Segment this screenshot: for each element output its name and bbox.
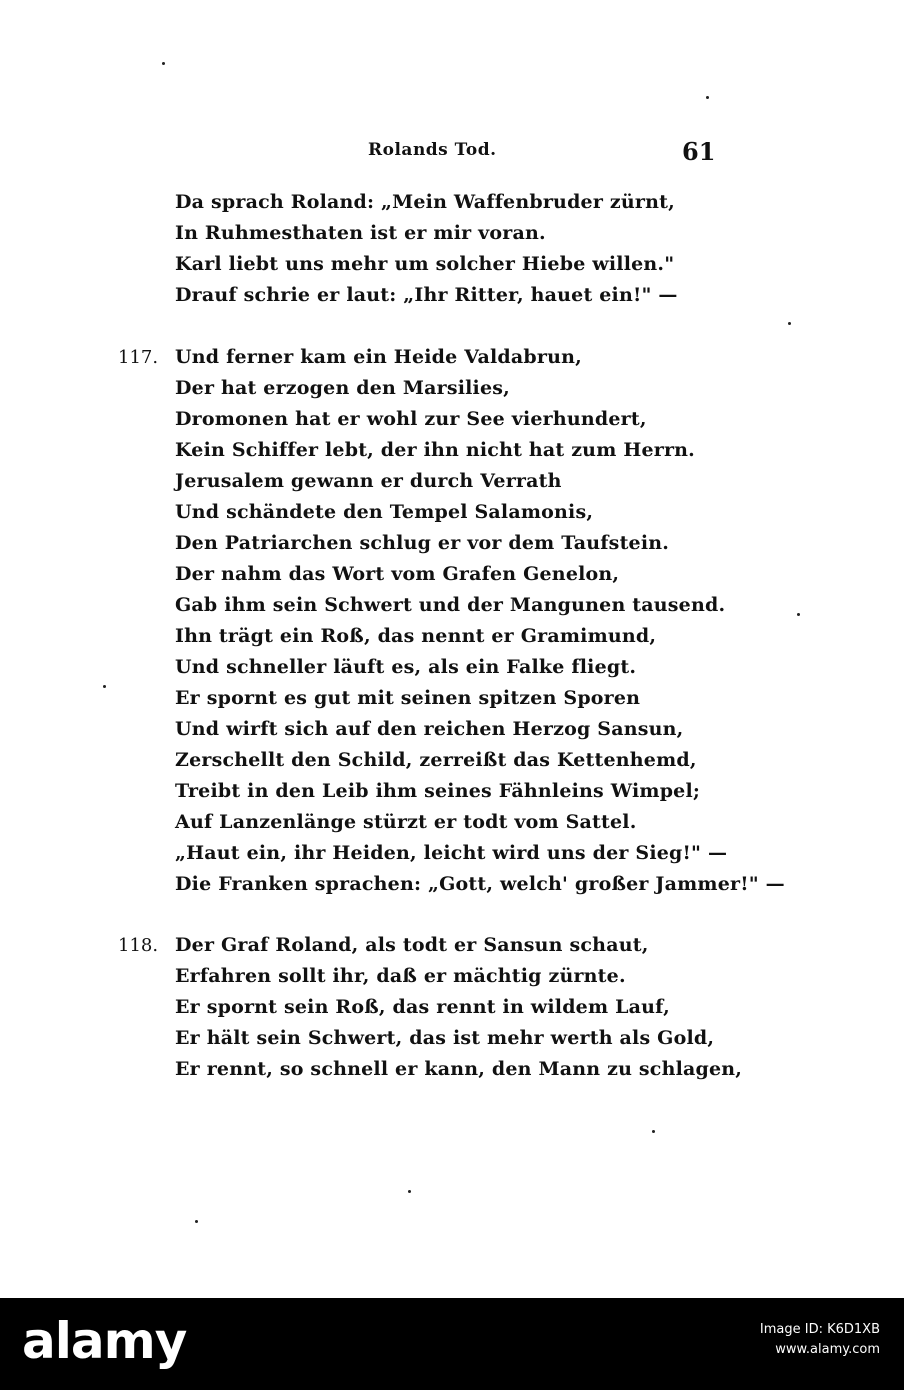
- verse-line: Karl liebt uns mehr um solcher Hiebe willen.": [175, 253, 675, 275]
- site-url: www.alamy.com: [775, 1342, 880, 1357]
- verse-line: Der nahm das Wort vom Grafen Genelon,: [175, 563, 620, 585]
- scan-speck: [103, 685, 106, 688]
- verse-line: Den Patriarchen schlug er vor dem Taufstein.: [175, 532, 670, 554]
- verse-line: Zerschellt den Schild, zerreißt das Kettenhemd,: [175, 749, 697, 771]
- running-head: Rolands Tod.: [368, 140, 497, 160]
- verse-line: Erfahren sollt ihr, daß er mächtig zürnte.: [175, 965, 626, 987]
- verse-line: Jerusalem gewann er durch Verrath: [175, 470, 562, 492]
- watermark-banner: [0, 1298, 904, 1390]
- verse-line: Die Franken sprachen: „Gott, welch' großer Jammer!" —: [175, 873, 785, 895]
- verse-line: „Haut ein, ihr Heiden, leicht wird uns der Sieg!" —: [175, 842, 728, 864]
- verse-line: Er spornt sein Roß, das rennt in wildem Lauf,: [175, 996, 670, 1018]
- stanza-number: 118.: [118, 935, 159, 956]
- watermark-info: [760, 1320, 880, 1360]
- image-id: Image ID: K6D1XB: [759, 1322, 880, 1337]
- watermark-logo: alamy: [22, 1312, 187, 1370]
- scan-speck: [706, 96, 709, 99]
- verse-line: Und ferner kam ein Heide Valdabrun,: [175, 346, 582, 368]
- verse-line: Er rennt, so schnell er kann, den Mann zu schlagen,: [175, 1058, 743, 1080]
- verse-line: Er spornt es gut mit seinen spitzen Sporen: [175, 687, 641, 709]
- verse-line: Er hält sein Schwert, das ist mehr werth als Gold,: [175, 1027, 715, 1049]
- verse-line: Ihn trägt ein Roß, das nennt er Gramimund,: [175, 625, 657, 647]
- verse-line: Treibt in den Leib ihm seines Fähnleins Wimpel;: [175, 780, 701, 802]
- scan-speck: [797, 613, 800, 616]
- page-number: 61: [682, 137, 716, 166]
- verse-line: Der Graf Roland, als todt er Sansun schaut,: [175, 934, 649, 956]
- verse-line: Da sprach Roland: „Mein Waffenbruder zürnt,: [175, 191, 675, 213]
- verse-line: Kein Schiffer lebt, der ihn nicht hat zum Herrn.: [175, 439, 696, 461]
- scan-speck: [408, 1190, 411, 1193]
- verse-line: Drauf schrie er laut: „Ihr Ritter, hauet ein!" —: [175, 284, 678, 306]
- scan-speck: [788, 322, 791, 325]
- verse-line: Und schändete den Tempel Salamonis,: [175, 501, 594, 523]
- scan-speck: [652, 1130, 655, 1133]
- verse-line: Und schneller läuft es, als ein Falke fliegt.: [175, 656, 637, 678]
- verse-line: Und wirft sich auf den reichen Herzog Sansun,: [175, 718, 684, 740]
- verse-line: Gab ihm sein Schwert und der Mangunen tausend.: [175, 594, 726, 616]
- verse-line: Dromonen hat er wohl zur See vierhundert,: [175, 408, 647, 430]
- verse-line: In Ruhmesthaten ist er mir voran.: [175, 222, 546, 244]
- verse-line: Der hat erzogen den Marsilies,: [175, 377, 510, 399]
- scan-speck: [162, 62, 165, 65]
- verse-line: Auf Lanzenlänge stürzt er todt vom Sattel.: [175, 811, 637, 833]
- stanza-number: 117.: [118, 347, 159, 368]
- scan-speck: [195, 1220, 198, 1223]
